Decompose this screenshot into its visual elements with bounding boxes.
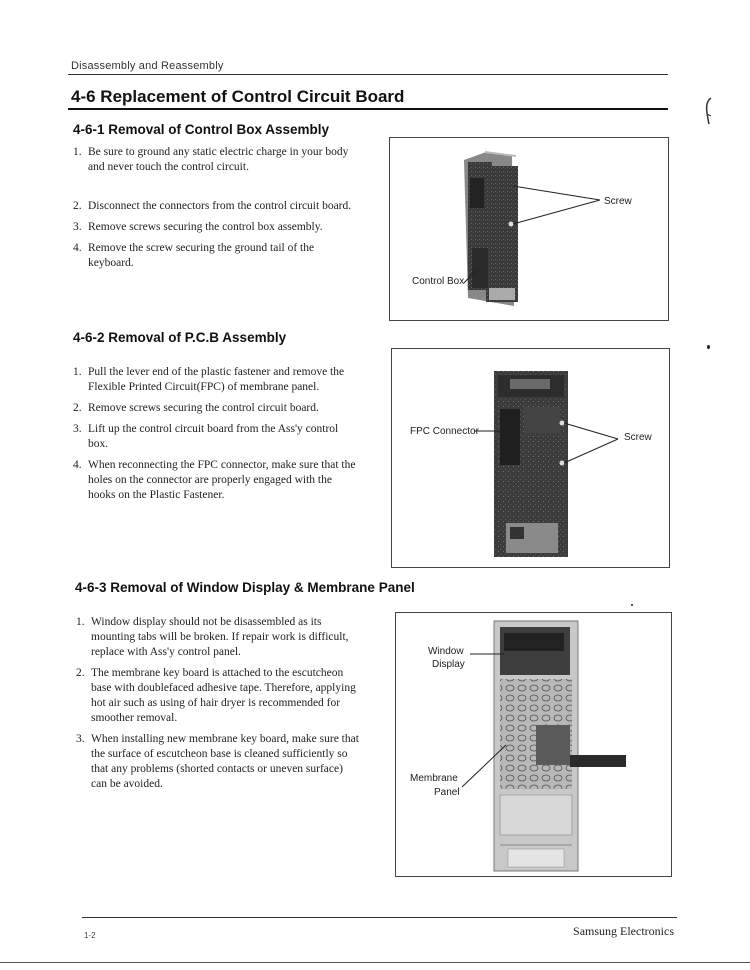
label-panel: Panel [434,787,460,798]
title-rule [68,108,668,110]
step-number: 2. [73,402,82,414]
pcb-photo [392,349,669,567]
step-number: 2. [76,667,85,679]
company-name: Samsung Electronics [573,924,674,938]
step-text: Remove screws securing the control circuit board. [88,402,319,414]
figure-pcb [391,348,670,568]
step-text: Lift up the control circuit board from the Ass'y control box. [88,423,339,450]
scan-mark [703,96,713,126]
label-screw: Screw [624,432,652,443]
step-text: The membrane key board is attached to the escutcheon base with doublefaced adhesive tape. Therefore, applying hot air such as using of hair dryer is recommended for smoother removal. [91,667,356,724]
scan-speck [707,345,710,349]
step-number: 3. [73,221,82,233]
step-item [76,732,361,792]
footer-rule [82,917,677,918]
section-heading-4-6-2: 4-6-2 Removal of P.C.B Assembly [73,330,287,345]
label-control-box: Control Box [412,276,465,287]
running-header: Disassembly and Reassembly [71,60,224,72]
section-heading-4-6-1: 4-6-1 Removal of Control Box Assembly [73,122,330,137]
steps-4-6-3 [76,615,361,792]
step-text: Disconnect the connectors from the control circuit board. [88,200,352,212]
step-number: 3. [76,733,85,745]
figure-control-box [389,137,669,321]
page-number: 1-2 [84,931,96,940]
step-item [76,615,361,660]
figure-window-membrane [395,612,672,877]
step-text: When installing new membrane key board, make sure that the surface of escutcheon base is cleaned sufficiently so that any problems (shorted contacts or uneven surface) can be avoided. [91,733,359,790]
label-membrane: Membrane [410,773,458,784]
step-item [73,422,358,452]
step-text: Be sure to ground any static electric charge in your body and never touch the control circuit. [88,146,349,173]
step-number: 1. [73,366,82,378]
step-text: Remove screws securing the control box assembly. [88,221,323,233]
label-fpc-connector: FPC Connector [410,426,479,437]
step-number: 2. [73,200,82,212]
step-number: 4. [73,459,82,471]
step-item [76,666,361,726]
step-item [73,145,353,175]
step-item [73,458,358,503]
label-display: Display [432,659,465,670]
header-rule [68,74,668,75]
steps-4-6-1 [73,145,353,271]
step-item [73,401,358,416]
page-title: 4-6 Replacement of Control Circuit Board [71,87,405,106]
bottom-edge-rule [0,962,750,963]
label-window: Window [428,646,464,657]
step-text: Pull the lever end of the plastic fastener and remove the Flexible Printed Circuit(FPC) of membrane panel. [88,366,345,393]
step-number: 3. [73,423,82,435]
step-number: 4. [73,242,82,254]
steps-4-6-2 [73,365,358,503]
step-number: 1. [73,146,82,158]
step-text: When reconnecting the FPC connector, make sure that the holes on the connector are properly engaged with the hooks on the Plastic Fastener. [88,459,356,501]
step-text: Window display should not be disassembled as its mounting tabs will be broken. If repair work is difficult, replace with Ass'y control panel. [91,616,349,658]
control-box-photo [390,138,668,320]
scan-speck [631,604,633,606]
step-item [73,199,353,214]
step-item [73,365,358,395]
label-screw: Screw [604,196,632,207]
step-item [73,220,353,235]
step-text: Remove the screw securing the ground tail of the keyboard. [88,242,315,269]
section-heading-4-6-3: 4-6-3 Removal of Window Display & Membrane Panel [75,580,415,595]
step-item [73,241,353,271]
step-number: 1. [76,616,85,628]
